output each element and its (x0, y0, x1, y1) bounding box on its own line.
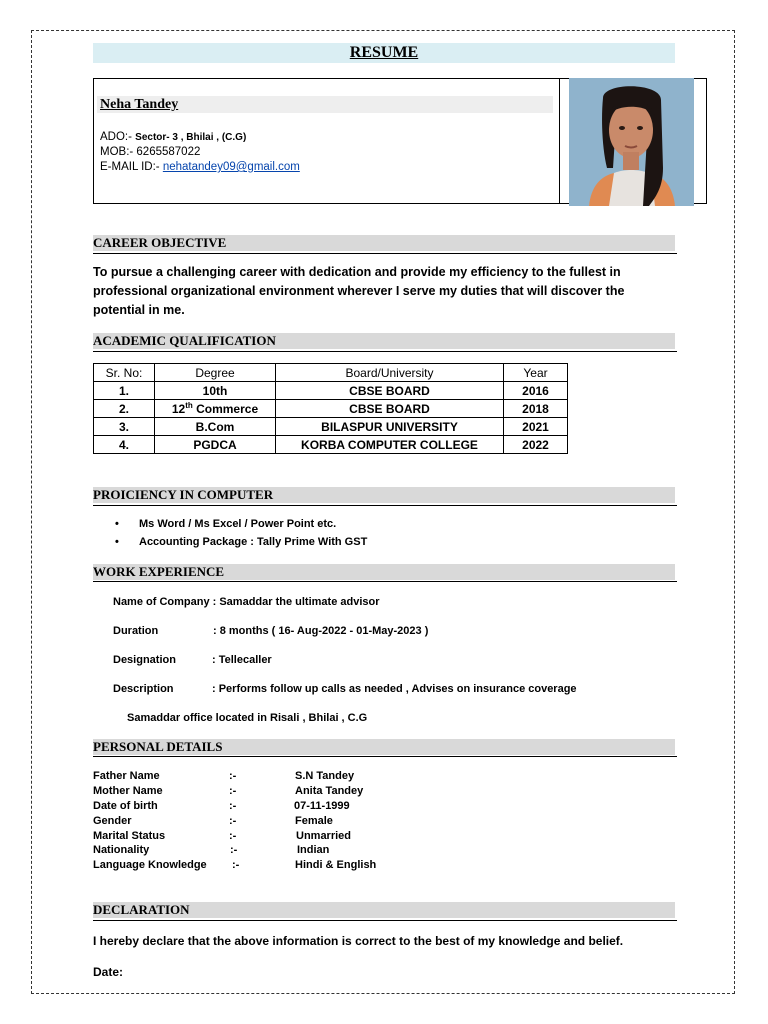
cell-degree: B.Com (155, 418, 276, 436)
work-duration-value: : 8 months ( 16- Aug-2022 - 01-May-2023 ) (213, 625, 429, 637)
personal-sep: :- (229, 815, 237, 827)
personal-value: Unmarried (296, 830, 352, 842)
career-line-2: professional organizational environment wherever I serve my duties that will discover the (93, 284, 625, 298)
list-item: • Ms Word / Ms Excel / Power Point etc. (115, 518, 337, 530)
personal-value: S.N Tandey (295, 770, 355, 782)
work-heading: WORK EXPERIENCE (93, 564, 225, 579)
cell-year: 2016 (504, 382, 568, 400)
personal-label: Date of birth (93, 800, 158, 812)
cell-degree: 10th (155, 382, 276, 400)
career-heading: CAREER OBJECTIVE (93, 235, 227, 250)
resume-title: RESUME (349, 44, 419, 61)
cell-sr: 2. (94, 400, 155, 418)
cell-board: BILASPUR UNIVERSITY (276, 418, 504, 436)
personal-label: Language Knowledge (93, 859, 207, 871)
cell-sr: 1. (94, 382, 155, 400)
work-duration-label: Duration (113, 625, 159, 637)
list-item: • Accounting Package : Tally Prime With GST (115, 536, 368, 548)
personal-value: Hindi & English (295, 859, 377, 871)
personal-value: Indian (297, 844, 330, 856)
computer-rule (93, 505, 677, 506)
declaration-date: Date: (93, 965, 124, 979)
cell-board: CBSE BOARD (276, 382, 504, 400)
academic-table-header (94, 364, 568, 382)
personal-value: Anita Tandey (295, 785, 364, 797)
cell-sr: 3. (94, 418, 155, 436)
personal-sep: :- (229, 785, 237, 797)
work-company: Name of Company : Samaddar the ultimate advisor (113, 596, 380, 608)
academic-table (93, 363, 568, 454)
personal-label: Father Name (93, 770, 160, 782)
work-office: Samaddar office located in Risali , Bhilai , C.G (127, 712, 368, 724)
personal-sep: :- (230, 844, 238, 856)
cell-degree: PGDCA (155, 436, 276, 454)
career-line-3: potential in me. (93, 303, 185, 317)
personal-sep: :- (232, 859, 240, 871)
email-line: E-MAIL ID:- nehatandey09@gmail.com (100, 161, 300, 173)
email-link[interactable]: nehatandey09@gmail.com (162, 161, 300, 173)
personal-label: Gender (93, 815, 132, 827)
cell-degree: 12th Commerce (155, 400, 276, 418)
personal-sep: :- (229, 800, 237, 812)
col-degree: Degree (155, 364, 276, 382)
computer-heading: PROICIENCY IN COMPUTER (93, 487, 274, 502)
work-designation-label: Designation (113, 654, 176, 666)
personal-value: 07-11-1999 (294, 800, 350, 812)
personal-label: Mother Name (93, 785, 163, 797)
work-description-label: Description (113, 683, 174, 695)
work-designation-value: : Tellecaller (212, 654, 272, 666)
declaration-rule (93, 920, 677, 921)
personal-label: Nationality (93, 844, 150, 856)
personal-label: Marital Status (93, 830, 166, 842)
personal-sep: :- (229, 830, 237, 842)
address-line: ADO:- Sector- 3 , Bhilai , (C.G) (100, 131, 247, 143)
academic-rule (93, 351, 677, 352)
personal-heading: PERSONAL DETAILS (93, 739, 223, 754)
mobile-line: MOB:- 6265587022 (100, 146, 201, 158)
cell-board: CBSE BOARD (276, 400, 504, 418)
profile-photo (569, 78, 694, 206)
table-row (94, 418, 568, 436)
personal-rule (93, 756, 677, 757)
academic-heading: ACADEMIC QUALIFICATION (93, 333, 276, 348)
col-board: Board/University (276, 364, 504, 382)
personal-value: Female (295, 815, 333, 827)
col-year: Year (504, 364, 568, 382)
career-rule (93, 253, 677, 254)
personal-sep: :- (229, 770, 237, 782)
cell-year: 2018 (504, 400, 568, 418)
declaration-heading: DECLARATION (93, 902, 190, 917)
work-rule (93, 581, 677, 582)
cell-year: 2022 (504, 436, 568, 454)
declaration-text: I hereby declare that the above information is correct to the best of my knowledge and belief. (93, 934, 624, 948)
cell-sr: 4. (94, 436, 155, 454)
table-row (94, 436, 568, 454)
candidate-name: Neha Tandey (100, 97, 179, 112)
table-row (94, 400, 568, 418)
header-divider (559, 78, 560, 204)
col-sr: Sr. No: (94, 364, 155, 382)
career-line-1: To pursue a challenging career with dedication and provide my efficiency to the fullest in (93, 265, 621, 279)
cell-year: 2021 (504, 418, 568, 436)
cell-board: KORBA COMPUTER COLLEGE (276, 436, 504, 454)
work-description-value: : Performs follow up calls as needed , Advises on insurance coverage (212, 683, 577, 695)
table-row (94, 382, 568, 400)
